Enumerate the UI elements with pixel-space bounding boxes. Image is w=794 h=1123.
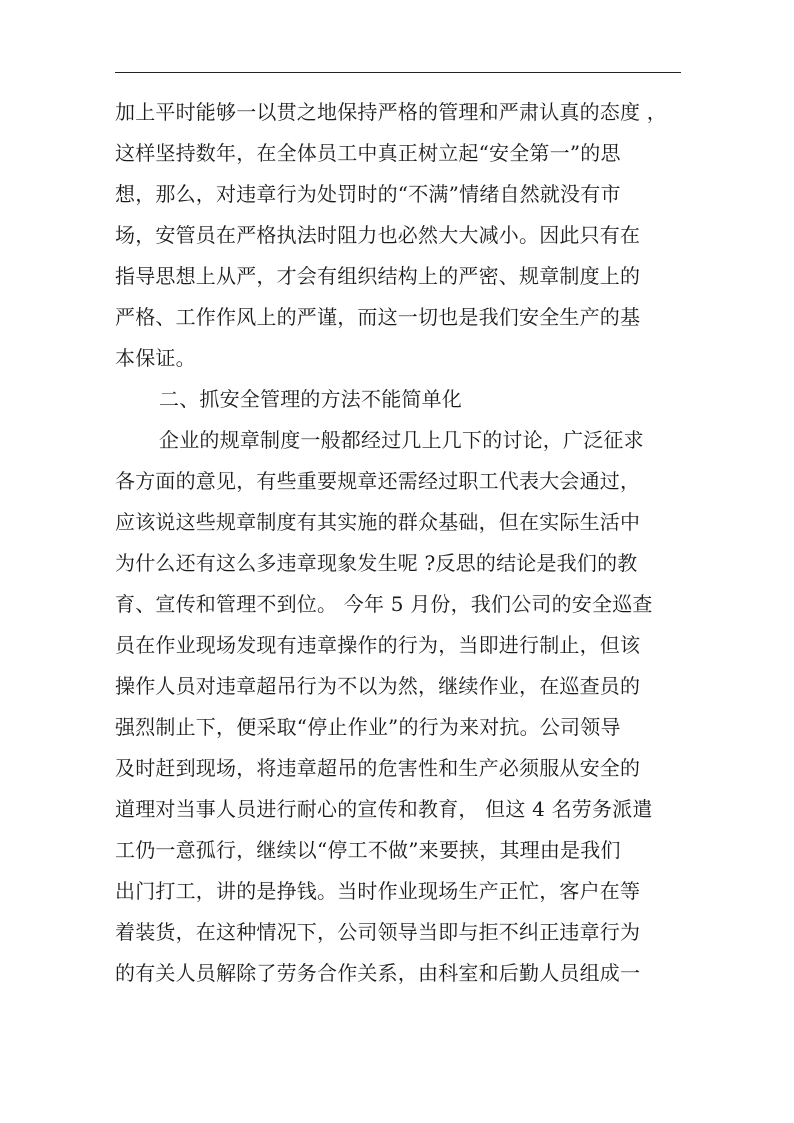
paragraph-line: 强烈制止下，便采取“停止作业”的行为来对抗。公司领导	[115, 715, 621, 739]
body-text	[115, 92, 690, 994]
paragraph-line: 本保证。	[115, 346, 196, 370]
paragraph-line: 加上平时能够一以贯之地保持严格的管理和严肃认真的态度 ，	[115, 100, 667, 124]
paragraph-line: 应该说这些规章制度有其实施的群众基础，但在实际生活中	[115, 510, 641, 534]
paragraph-line: 着装货，在这种情况下，公司领导当即与拒不纠正违章行为	[115, 920, 641, 944]
paragraph-line: 育、宣传和管理不到位。 今年 5 月份，我们公司的安全巡查	[115, 592, 653, 616]
paragraph-line: 员在作业现场发现有违章操作的行为，当即进行制止，但该	[115, 633, 641, 657]
paragraph-line: 道理对当事人员进行耐心的宣传和教育， 但这 4 名劳务派遣	[115, 797, 653, 821]
paragraph-line: 工仍一意孤行，继续以“停工不做”来要挟，其理由是我们	[115, 838, 621, 862]
paragraph-line: 操作人员对违章超吊行为不以为然，继续作业，在巡查员的	[115, 674, 641, 698]
paragraph-line-indented: 二、抓安全管理的方法不能简单化	[159, 387, 462, 411]
paragraph-line: 指导思想上从严，才会有组织结构上的严密、规章制度上的	[115, 264, 641, 288]
header-rule	[115, 72, 681, 73]
paragraph-line: 的有关人员解除了劳务合作关系，由科室和后勤人员组成一	[115, 961, 641, 985]
paragraph-line: 想，那么，对违章行为处罚时的“不满”情绪自然就没有市	[115, 182, 621, 206]
paragraph-line: 这样坚持数年，在全体员工中真正树立起“安全第一”的思	[115, 141, 621, 165]
paragraph-line: 出门打工，讲的是挣钱。当时作业现场生产正忙，客户在等	[115, 879, 641, 903]
paragraph-line-indented: 企业的规章制度一般都经过几上几下的讨论，广泛征求	[159, 428, 644, 452]
paragraph-line: 及时赶到现场，将违章超吊的危害性和生产必须服从安全的	[115, 756, 641, 780]
paragraph-line: 严格、工作作风上的严谨，而这一切也是我们安全生产的基	[115, 305, 641, 329]
paragraph-line: 各方面的意见，有些重要规章还需经过职工代表大会通过，	[115, 469, 641, 493]
paragraph-line: 场，安管员在严格执法时阻力也必然大大减小。因此只有在	[115, 223, 641, 247]
paragraph-line: 为什么还有这么多违章现象发生呢 ?反思的结论是我们的教	[115, 551, 638, 575]
